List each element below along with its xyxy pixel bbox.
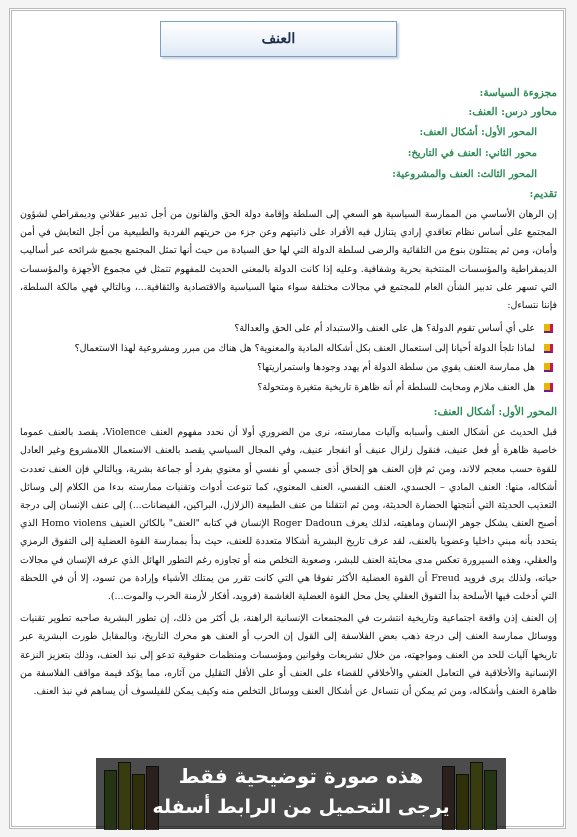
pin-bullet-icon — [544, 383, 553, 392]
list-item — [20, 339, 557, 359]
intro-label: تقديم: — [529, 188, 557, 200]
watermark-banner — [96, 758, 506, 829]
section1-label: المحور الأول: أشكال العنف: — [433, 406, 557, 419]
watermark-line-2: يرجى التحميل من الرابط أسفله — [152, 796, 450, 818]
section1-paragraph: قبل الحديث عن أشكال العنف وأسبابه وآليات ممارسته، نرى من الضروري أولا أن نحدد مفهوم العنف Violence، يقصد بالعنف عموما خاصية ظاهرة أو فعل عنيف، فنقول زلزال عنيف أو انفجار عنيف، وفي المجال السياسي يقصد بالعنف الاستعمال اللامشروع وغير العادل للقوة حسب معجم لالاند، ومن ثم فإن العنف هو إلحاق أذى جسمي أو نفسي أو معنوي بفرد أو جماعة بشرية، وبالتالي فإن العنف تعددت أشكاله، منها: العنف المادي – الجسدي، العنف النفسي، العنف المعنوي، كما تنوعت أدوات وتقنيات ممارسته بدءا من الكلام إلى وسائل التعذيب الحديثة التي أنتجتها الحضارة الحديثة، ومن ثم انتقلنا من عنف الطبيعة (الزلازل، البراكين، الفيضانات...) إلى عنف الإنسان إلى درجة أصبح العنف يشكل جوهر الإنسان وماهيته، لذلك يعرف Roger Dadoun الإنسان في كتابه "العنف" بالكائن العنيف Homo violens الذي يتحدد بأنه مبني داخليا وعضويا بالعنف، لقد عرف تاريخ البشرية أشكالا متعددة للعنف، حيث بدأ بممارسة القوة العضلية إلى التفوق الرمزي والعقلي، وهذه السيرورة تعكس مدى محايثة العنف للبشر، وصعوبة التخلص منه أو تجاوزه رغم التطور الهائل الذي عرفه الإنسان في مجالات حياته، ولذلك يرى فرويد Freud أن القوة العضلية الأكثر تفوقا هي التي كانت تقرر من يمتلك الأشياء وإرادة من تسود، إلا أن في اللحظة التي أدخلت فيها الأسلحة بدأ التفوق العقلي يحل محل القوة العضلية الغاشمة (فرويد، أفكار لأزمنة الحرب والموت...). — [20, 427, 558, 603]
page-title: العنف — [261, 31, 296, 47]
axis-item-3: المحور الثالث: العنف والمشروعية: — [392, 169, 537, 180]
axes-label: محاور درس: العنف: — [468, 106, 557, 118]
document-body — [20, 84, 557, 705]
question-list — [20, 319, 557, 397]
section1-paragraph-2: إن العنف إذن واقعة اجتماعية وتاريخية انتشرت في المجتمعات الإنسانية الراهنة، بل أكثر من ذلك، إن تطور البشرية صاحبه تطوير تقنيات ووسائل ممارسة العنف إلى درجة ذهب بعض الفلاسفة إلى القول إن الحرب أو العنف هو محرك التاريخ، وبالمقابل طورت البشرية عبر تاريخها آليات للحد من العنف ومواجهته، من خلال تشريعات وقوانين ومؤسسات ومنظمات حقوقية تدعو إلى نبذ العنف، وذلك بتعزيز النزعة الإنسانية والأخلاقية في التعامل العنفي والأخلاقي للقضاء على العنف أو على الأقل التقليل من آثاره، مما يؤكد قيمة مواقف الفلاسفة من ظاهرة العنف وأشكاله، ومن ثم يمكن أن نتساءل عن أشكال العنف ووسائل التخلص منه وكيف يمكن للفيلسوف أن يساهم في نبذ العنف. — [20, 613, 557, 698]
question-text: هل العنف ملازم ومحايث للسلطة أم أنه ظاهرة تاريخية متغيرة ومتحولة؟ — [257, 381, 535, 393]
list-item — [20, 319, 557, 339]
pin-bullet-icon — [544, 324, 553, 333]
title-box — [160, 21, 397, 57]
axis-item-2: محور الثاني: العنف في التاريخ: — [407, 148, 537, 159]
watermark-line-1: هذه صورة توضيحية فقط — [178, 764, 424, 788]
question-text: لماذا تلجأ الدولة أحيانا إلى استعمال العنف بكل أشكاله المادية والمعنوية؟ هل هناك من مبرر ومشروعية لهذا الاستعمال؟ — [74, 342, 535, 354]
question-text: على أي أساس تقوم الدولة؟ هل على العنف والاستبداد أم على الحق والعدالة؟ — [234, 323, 535, 335]
pin-bullet-icon — [544, 344, 553, 353]
list-item — [20, 358, 557, 378]
list-item — [20, 378, 557, 398]
module-label: مجزوءة السياسة: — [479, 87, 557, 99]
intro-paragraph: إن الرهان الأساسي من الممارسة السياسية هو السعي إلى السلطة وإقامة دولة الحق والقانون من أجل تدبير عقلاني وديمقراطي لشؤون المجتمع على أساس نظام تعاقدي إرادي يتنازل فيه الأفراد على ذاتيتهم وعن جزء من حريتهم الفردية والطبيعية من أجل التعايش في أمن وأمان، ومن ثم يمتثلون بنوع من التلقائية والرضى لسلطة الدولة التي لها حق السيادة من حيث أنها تمثل المجتمع بجميع شرائحه عبر أساليب الديمقراطية والمؤسسات المنتخبة بحرية وشفافية. وعليه إذا كانت الدولة بالمعنى الحديث للمفهوم تتمثل في مجموع الأجهزة والمؤسسات التي تسهر على تدبير الشأن العام للمجتمع في مجالات مختلفة سواء منها السياسية والاقتصادية والثقافية...، وبالتالي فهي مالكة السلطة، فإننا نتساءل: — [20, 209, 557, 312]
axis-item-1: المحور الأول: أشكال العنف: — [419, 127, 537, 138]
question-text: هل ممارسة العنف يقوي من سلطة الدولة أم يهدد وجودها واستمراريتها؟ — [257, 362, 535, 374]
pin-bullet-icon — [544, 363, 553, 372]
